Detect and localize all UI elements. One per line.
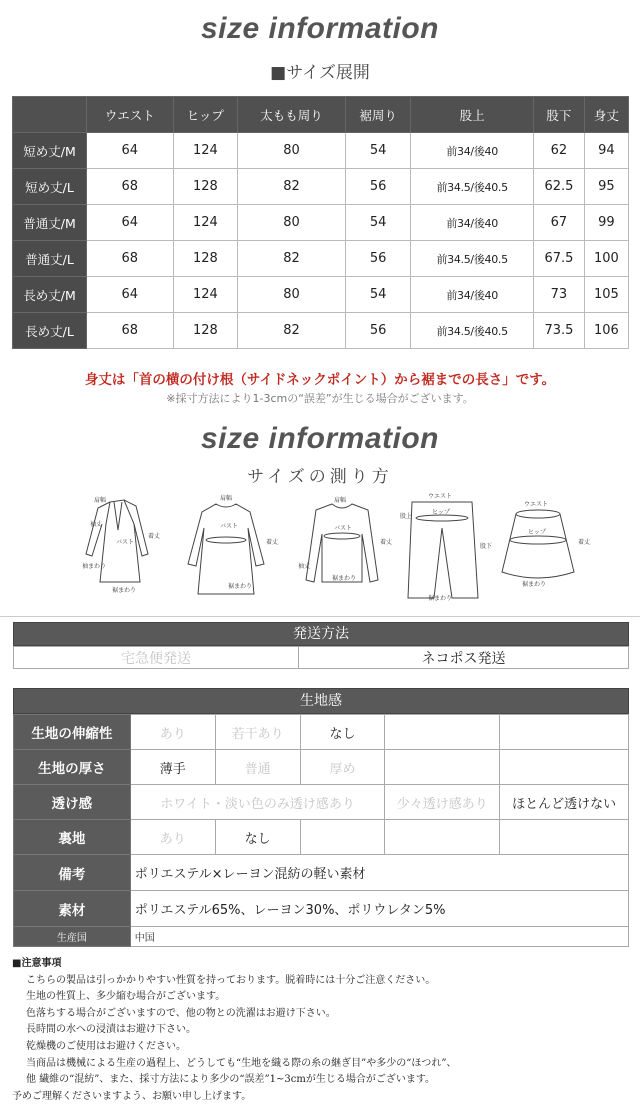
table-cell: 前34/後40 [411,133,534,169]
dress-hem-label: 裾まわり [228,583,253,590]
measurement-error-note: ※採寸方法により1-3cmの“誤差”が生じる場合がございます。 [166,392,474,405]
dress-bust-label: バスト [220,523,239,530]
fabric-row-thickness [14,750,629,785]
origin-value: 中国 [130,927,628,947]
table-cell: 54 [345,277,410,313]
table-cell: 80 [238,205,346,241]
coat-bust-label: バスト [116,539,135,546]
coat-sleeve-label: 袖丈 [90,521,103,528]
row-label: 短め丈/L [13,169,87,205]
shipping-table [13,646,629,669]
coat-hem-label: 裾まわり [112,587,137,594]
column-header: ヒップ [173,97,238,133]
table-cell: 前34/後40 [411,277,534,313]
column-header: 身丈 [584,97,628,133]
table-cell: 64 [87,277,174,313]
caution-line: こちらの製品は引っかかりやすい性質を持っております。脱着時には十分ご注意ください。 [26,974,436,986]
caution-title: ■注意事項 [12,958,62,969]
material-label: 素材 [14,891,131,927]
table-cell: 前34.5/後40.5 [411,313,534,349]
caution-line: 長時間の水への浸漬はお避け下さい。 [26,1024,196,1036]
column-header: 裾周り [345,97,410,133]
table-cell: 前34.5/後40.5 [411,169,534,205]
fabric-header: 生地感 [13,688,629,714]
fabric-option: 普通 [215,750,300,785]
how-to-measure-subtitle: サイズの測り方 [247,467,393,487]
skirt-length-label: 着丈 [578,539,591,546]
skirt-diagram [502,510,574,578]
dress-length-label: 着丈 [266,539,279,546]
table-cell: 64 [87,205,174,241]
table-cell: 64 [87,133,174,169]
fabric-option: ホワイト・淡い色のみ透け感あり [130,785,385,820]
measurement-diagrams [78,493,591,604]
table-cell: 99 [584,205,628,241]
fabric-row-label: 裏地 [14,820,131,855]
section-divider [0,616,640,617]
table-cell: 105 [584,277,628,313]
column-header: ウエスト [87,97,174,133]
table-cell: 95 [584,169,628,205]
pants-rise-label: 股上 [400,513,413,520]
table-row [13,241,629,277]
caution-line: 生地の性質上、多少縮む場合がございます。 [26,991,226,1003]
table-cell: 82 [238,241,346,277]
fabric-option: あり [130,820,215,855]
table-row [13,133,629,169]
table-cell: 62.5 [534,169,585,205]
table-cell: 62 [534,133,585,169]
table-cell: 54 [345,205,410,241]
table-cell: 124 [173,277,238,313]
row-label: 短め丈/M [13,133,87,169]
remarks-value: ポリエステル×レーヨン混紡の軽い素材 [130,855,628,891]
table-cell: 94 [584,133,628,169]
table-cell: 82 [238,313,346,349]
empty-cell [500,820,629,855]
table-cell: 73.5 [534,313,585,349]
remarks-row [14,855,629,891]
pants-waist-label: ウエスト [428,493,453,500]
top-hem-label: 裾まわり [332,575,357,582]
size-info-title-2: size information [200,422,440,455]
pants-inseam-label: 股下 [480,543,493,550]
fabric-row-label: 生地の厚さ [14,750,131,785]
caution-notes [12,956,628,1105]
caution-line: 予めご理解くださいますよう、お願い申し上げます。 [12,1090,252,1102]
dress-diagram [188,504,264,594]
table-cell: 56 [345,241,410,277]
table-cell: 前34.5/後40.5 [411,241,534,277]
dress-shoulder-label: 肩幅 [220,495,233,502]
fabric-row-label: 生地の伸縮性 [14,715,131,750]
table-row [13,313,629,349]
origin-label: 生産国 [14,927,131,947]
size-info-title-1: size information [200,12,440,45]
fabric-option: 厚め [300,750,385,785]
fabric-option-selected: 薄手 [130,750,215,785]
table-cell: 80 [238,133,346,169]
table-cell: 124 [173,133,238,169]
skirt-hip-label: ヒップ [528,529,546,536]
fabric-option-selected: ほとんど透けない [500,785,629,820]
shipping-header: 発送方法 [13,622,629,646]
table-cell: 67 [534,205,585,241]
remarks-label: 備考 [14,855,131,891]
table-cell: 73 [534,277,585,313]
table-cell: 124 [173,205,238,241]
top-length-label: 着丈 [380,539,393,546]
material-value: ポリエステル65%、レーヨン30%、ポリウレタン5% [130,891,628,927]
fabric-option: 若干あり [215,715,300,750]
table-cell: 67.5 [534,241,585,277]
table-cell: 128 [173,169,238,205]
caution-line: 乾燥機のご使用はお避けください。 [26,1040,186,1052]
table-cell: 54 [345,133,410,169]
coat-shoulder-label: 肩幅 [94,497,107,504]
table-row [13,277,629,313]
fabric-option-selected: なし [300,715,385,750]
table-cell: 82 [238,169,346,205]
table-row [13,205,629,241]
fabric-row-lining [14,820,629,855]
empty-cell [500,715,629,750]
size-table [12,96,629,349]
table-cell: 68 [87,241,174,277]
pants-hip-label: ヒップ [432,509,450,516]
coat-cuff-label: 袖まわり [82,563,107,570]
empty-cell [385,715,500,750]
table-cell: 80 [238,277,346,313]
column-header: 股上 [411,97,534,133]
fabric-option: 少々透け感あり [385,785,500,820]
fabric-row-sheer [14,785,629,820]
empty-cell [500,750,629,785]
fabric-option-selected: なし [215,820,300,855]
fabric-table [13,714,629,947]
caution-line: 他 繊維の“混紡”、また、採寸方法により多少の“誤差”1~3cmが生じる場合がございます。 [26,1074,436,1086]
size-table-header-row [13,97,629,133]
caution-line: 色落ちする場合がございますので、他の物との洗濯はお避け下さい。 [26,1007,336,1019]
empty-cell [385,820,500,855]
table-cell: 56 [345,169,410,205]
column-header: 股下 [534,97,585,133]
table-row [13,169,629,205]
fabric-row-label: 透け感 [14,785,131,820]
material-row [14,891,629,927]
pants-hem-label: 裾まわり [428,595,453,602]
column-header: 太もも周り [238,97,346,133]
pants-diagram [408,502,478,598]
shipping-option-nekopos: ネコポス発送 [299,647,629,669]
row-label: 長め丈/L [13,313,87,349]
table-cell: 前34/後40 [411,205,534,241]
empty-cell [385,750,500,785]
table-cell: 100 [584,241,628,277]
table-cell: 56 [345,313,410,349]
table-cell: 68 [87,313,174,349]
size-expansion-subtitle: ■サイズ展開 [270,63,370,83]
top-shoulder-label: 肩幅 [334,497,347,504]
table-cell: 106 [584,313,628,349]
shipping-option-takkyubin: 宅急便発送 [14,647,299,669]
table-cell: 128 [173,241,238,277]
skirt-waist-label: ウエスト [524,501,549,508]
row-label: 長め丈/M [13,277,87,313]
origin-row [14,927,629,947]
skirt-hem-label: 裾まわり [522,581,547,588]
top-diagram [306,504,378,582]
row-label: 普通丈/L [13,241,87,277]
table-cell: 68 [87,169,174,205]
fabric-option: あり [130,715,215,750]
length-definition-note: 身丈は「首の横の付け根（サイドネックポイント）から裾までの長さ」です。 [84,372,556,388]
top-sleeve-label: 袖丈 [298,563,311,570]
shipping-row [14,647,629,669]
row-label: 普通丈/M [13,205,87,241]
top-bust-label: バスト [334,525,353,532]
size-table-corner [13,97,87,133]
coat-length-label: 着丈 [148,533,161,540]
fabric-row-stretch [14,715,629,750]
caution-line: 当商品は機械による生産の過程上、どうしても“生地を織る際の糸の継ぎ目”や多少の“ほつれ”、 [26,1057,457,1069]
table-cell: 128 [173,313,238,349]
empty-cell [300,820,385,855]
